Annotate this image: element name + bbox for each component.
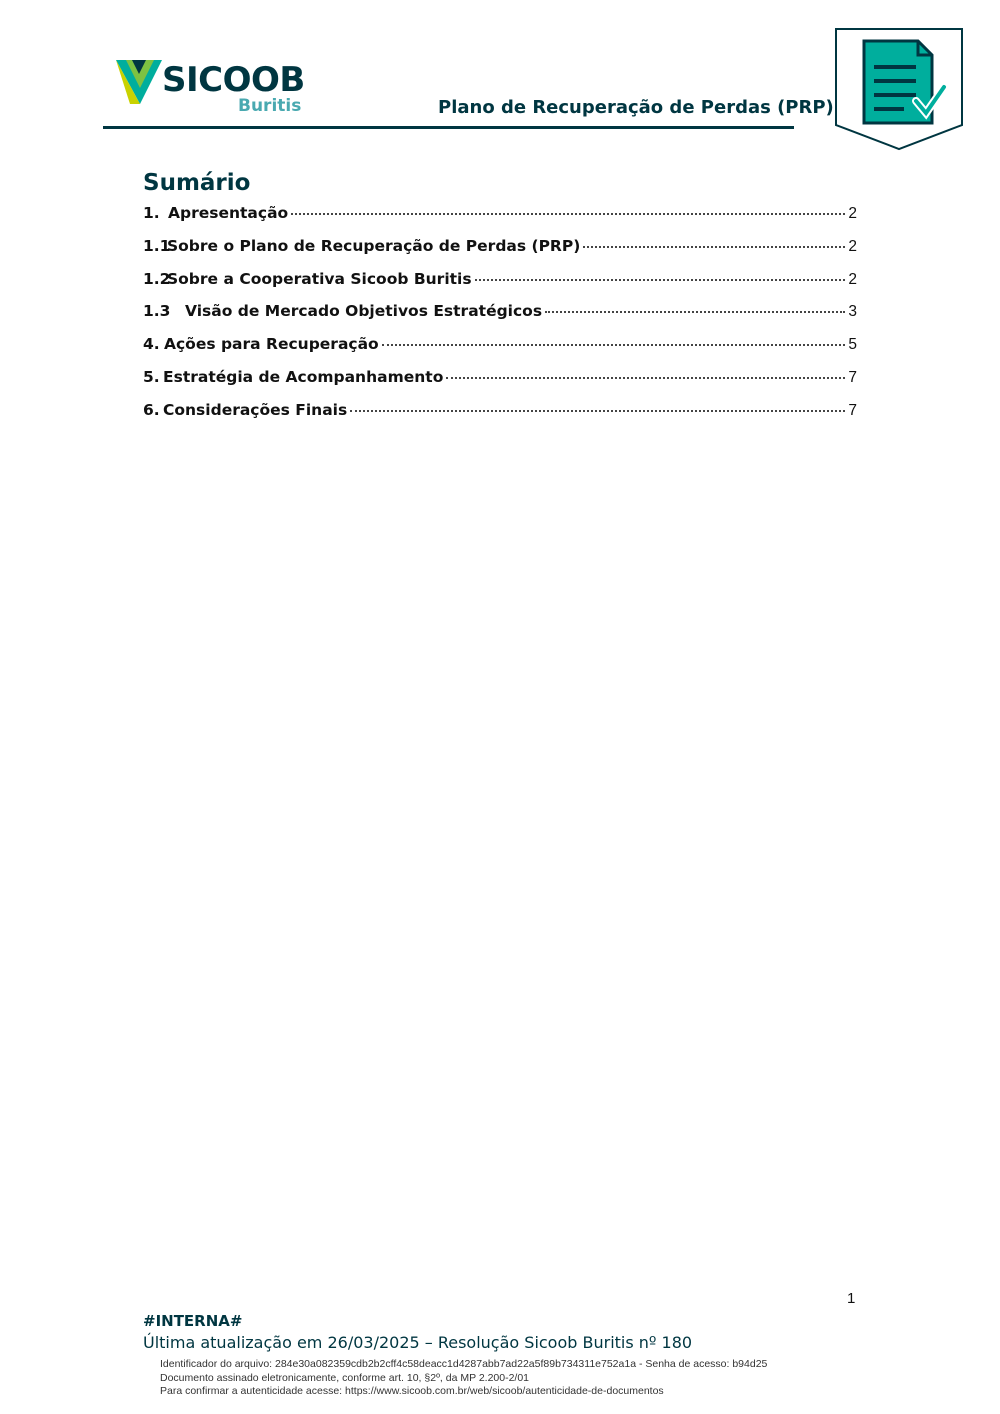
header-divider — [103, 126, 794, 129]
document-title: Plano de Recuperação de Perdas (PRP) — [438, 97, 834, 118]
toc-heading: Sumário — [143, 170, 251, 196]
signature-verify-link[interactable]: Para confirmar a autenticidade acesse: https://www.sicoob.com.br/web/sicoob/autenticidade-de-documentos — [160, 1385, 664, 1397]
toc-page-number: 3 — [848, 303, 857, 321]
toc-entry-number: 1. — [143, 204, 160, 222]
toc-leader-dots — [475, 279, 846, 281]
signature-legal-note: Documento assinado eletronicamente, conforme art. 10, §2º, da MP 2.200-2/01 — [160, 1371, 530, 1384]
toc-entry-number: 5. — [143, 367, 160, 386]
toc-entry-label: Sobre o Plano de Recuperação de Perdas (PRP) — [167, 236, 581, 255]
toc-page-number: 7 — [848, 368, 857, 386]
toc-entry-number: 1.2 — [143, 269, 171, 288]
page-number: 1 — [847, 1290, 856, 1307]
toc-entry-label: Ações para Recuperação — [164, 335, 379, 354]
update-line: Última atualização em 26/03/2025 – Resolução Sicoob Buritis nº 180 — [143, 1333, 693, 1352]
classification-tag: #INTERNA# — [143, 1312, 243, 1330]
toc-page-number: 2 — [848, 205, 857, 222]
toc-page-number: 2 — [848, 237, 857, 255]
toc-entry-label: Visão de Mercado Objetivos Estratégicos — [185, 302, 543, 321]
toc-page-number: 7 — [848, 401, 857, 419]
toc-leader-dots — [583, 246, 845, 248]
toc-leader-dots — [545, 311, 845, 313]
toc-entry-estrategia-acompanhamento[interactable] — [143, 368, 857, 401]
toc-entry-consideracoes-finais[interactable] — [143, 401, 857, 434]
toc-entry-sobre-cooperativa[interactable] — [143, 270, 857, 303]
document-badge — [834, 27, 964, 156]
toc-entry-acoes-recuperacao[interactable] — [143, 335, 857, 368]
table-of-contents — [143, 204, 857, 434]
toc-entry-number: 6. — [143, 400, 160, 419]
document-check-icon — [834, 27, 964, 151]
signature-identifier: Identificador do arquivo: 284e30a082359cdb2b2cff4c58deacc1d4287abb7ad22a5f89b734311e752a1a - Senha de acesso: b94d25 — [160, 1358, 768, 1370]
toc-entry-label: Estratégia de Acompanhamento — [163, 367, 444, 386]
toc-leader-dots — [446, 377, 845, 379]
logo-wordmark: SICOOB — [162, 60, 305, 100]
logo-subtitle: Buritis — [238, 96, 302, 116]
toc-entry-label: Considerações Finais — [163, 400, 348, 419]
toc-entry-label: Apresentação — [168, 204, 289, 222]
toc-leader-dots — [291, 213, 845, 215]
signature-block — [160, 1358, 767, 1399]
toc-entry-number: 1.3 — [143, 302, 171, 321]
toc-entry-number: 1.1 — [143, 236, 171, 255]
sicoob-logo — [116, 56, 306, 120]
sicoob-logo-icon — [116, 58, 164, 106]
toc-page-number: 2 — [848, 270, 857, 288]
toc-entry-apresentacao[interactable] — [143, 204, 857, 237]
toc-entry-label: Sobre a Cooperativa Sicoob Buritis — [167, 269, 472, 288]
toc-entry-visao-mercado[interactable] — [143, 302, 857, 335]
toc-entry-number: 4. — [143, 335, 160, 354]
toc-entry-sobre-prp[interactable] — [143, 237, 857, 270]
toc-leader-dots — [382, 344, 846, 346]
toc-leader-dots — [350, 410, 845, 412]
toc-page-number: 5 — [848, 336, 857, 354]
